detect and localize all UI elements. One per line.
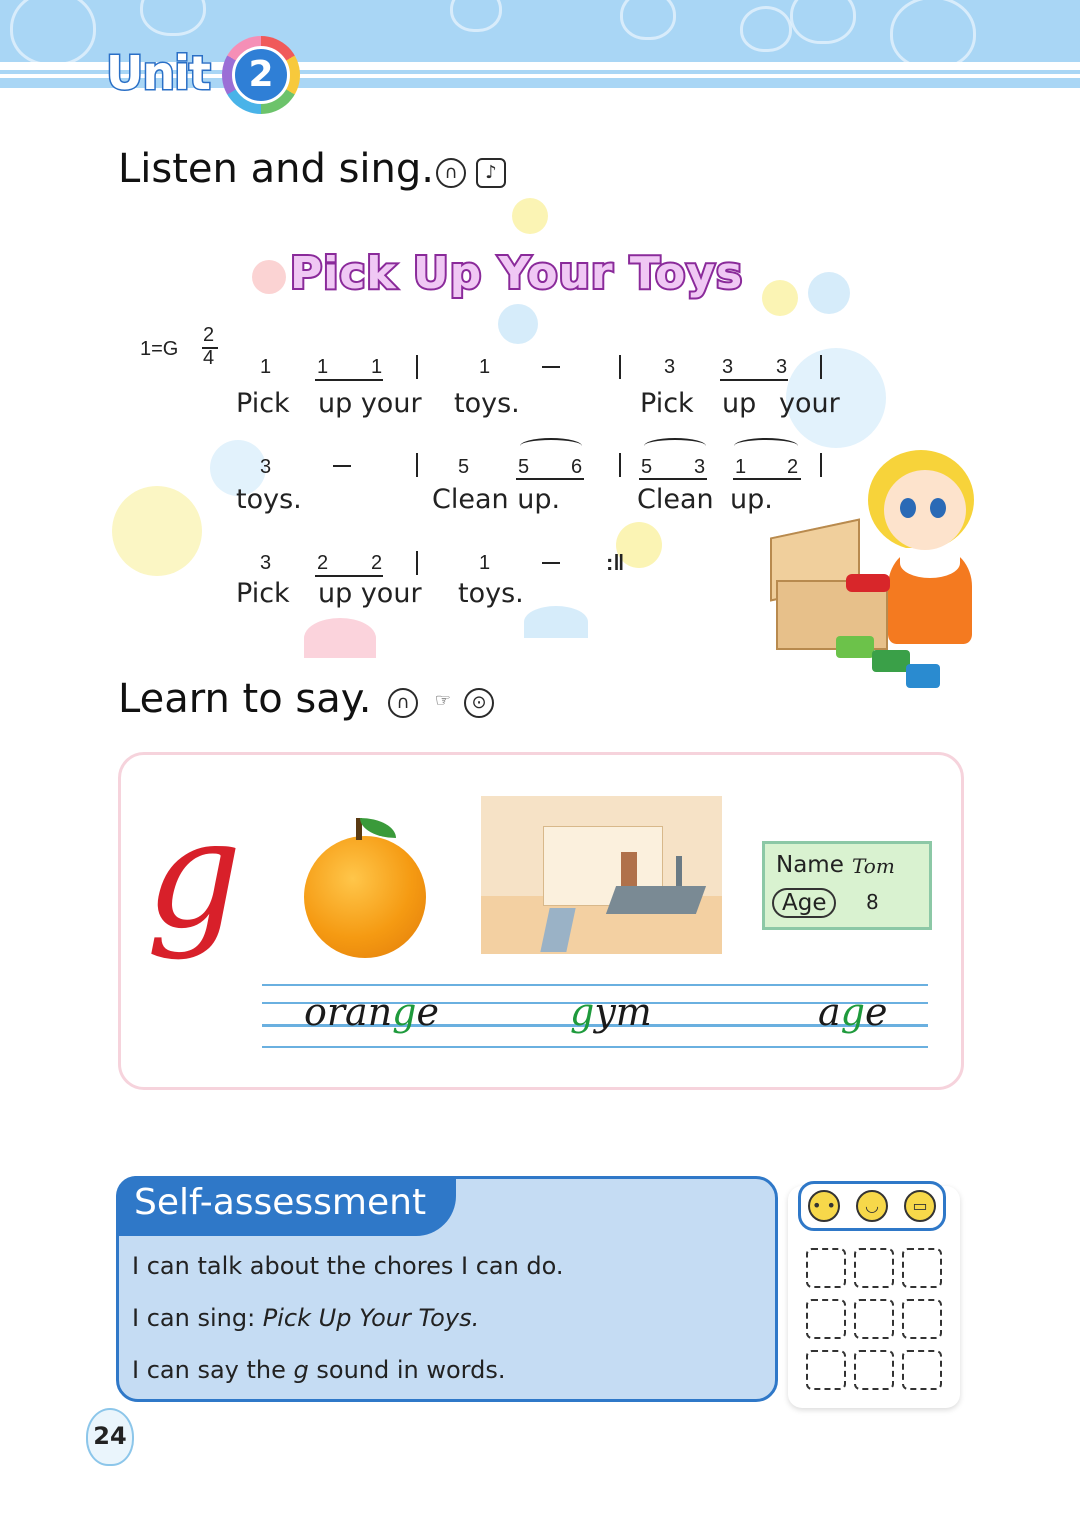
bubble-decoration bbox=[808, 272, 850, 314]
lyric: toys. bbox=[458, 578, 524, 609]
treadmill bbox=[606, 886, 706, 914]
bubble-decoration bbox=[112, 486, 202, 576]
note: 3 bbox=[260, 456, 272, 478]
listen-heading: Listen and sing. bbox=[118, 146, 434, 192]
rating-checkbox[interactable] bbox=[854, 1350, 894, 1390]
unit-number: 2 bbox=[232, 46, 290, 104]
strawberry-pattern bbox=[890, 0, 976, 70]
lyric: Clean up. bbox=[432, 484, 561, 515]
page-number: 24 bbox=[93, 1422, 127, 1450]
lyric: up your bbox=[318, 388, 422, 419]
bar-line bbox=[416, 453, 418, 477]
rating-checkbox[interactable] bbox=[902, 1350, 942, 1390]
lyric: Pick bbox=[640, 388, 694, 419]
hold-dash bbox=[542, 562, 560, 564]
bar-line bbox=[416, 355, 418, 379]
handwriting-guide-line bbox=[262, 984, 928, 986]
note: 1 bbox=[371, 356, 383, 378]
learn-heading: Learn to say. bbox=[118, 676, 372, 722]
note: 5 bbox=[641, 456, 653, 478]
note: 1 bbox=[735, 456, 747, 478]
strawberry-pattern bbox=[10, 0, 96, 66]
bubble-decoration bbox=[512, 198, 548, 234]
note: 5 bbox=[458, 456, 470, 478]
bar-line bbox=[416, 551, 418, 575]
card-age-value: 8 bbox=[866, 890, 879, 914]
note: 1 bbox=[260, 356, 272, 378]
lyric: up your bbox=[318, 578, 422, 609]
note: 3 bbox=[664, 356, 676, 378]
assessment-item: I can talk about the chores I can do. bbox=[132, 1252, 564, 1280]
bubble-decoration bbox=[304, 618, 376, 658]
end-repeat-sign: :‖ bbox=[606, 550, 625, 575]
lyric: toys. bbox=[454, 388, 520, 419]
time-signature-top: 2 bbox=[203, 324, 215, 346]
girl-collar bbox=[900, 548, 960, 578]
beat-underline bbox=[639, 478, 707, 480]
strawberry-pattern bbox=[790, 0, 856, 44]
rating-checkbox[interactable] bbox=[806, 1299, 846, 1339]
girl-eye bbox=[930, 498, 946, 518]
assessment-item: I can sing: Pick Up Your Toys. bbox=[132, 1304, 480, 1332]
lyric: toys. bbox=[236, 484, 302, 515]
smile-face-icon: ◡ bbox=[856, 1190, 888, 1222]
toy-train bbox=[872, 650, 910, 672]
strawberry-pattern bbox=[740, 6, 792, 52]
rating-checkbox[interactable] bbox=[854, 1299, 894, 1339]
note: 3 bbox=[776, 356, 788, 378]
lyric: Pick bbox=[236, 388, 290, 419]
grin-face-icon: ▭ bbox=[904, 1190, 936, 1222]
lyric: your bbox=[779, 388, 840, 419]
lyric: up. bbox=[730, 484, 773, 515]
bar-line bbox=[820, 355, 822, 379]
beat-underline bbox=[516, 478, 584, 480]
toy-car bbox=[846, 574, 890, 592]
rating-checkbox[interactable] bbox=[806, 1350, 846, 1390]
hold-dash bbox=[333, 465, 351, 467]
key-signature: 1=G bbox=[140, 338, 179, 360]
lyric: Clean bbox=[637, 484, 714, 515]
word-gym: gym bbox=[570, 990, 652, 1034]
phonics-letter: g bbox=[146, 788, 243, 962]
note: 2 bbox=[787, 456, 799, 478]
strawberry-pattern bbox=[620, 0, 676, 40]
self-assessment-title: Self-assessment bbox=[134, 1182, 427, 1223]
note: 3 bbox=[694, 456, 706, 478]
bubble-decoration bbox=[524, 606, 588, 638]
handwriting-guide-line bbox=[262, 1046, 928, 1048]
unit-title: Unit bbox=[106, 46, 210, 100]
rating-checkbox[interactable] bbox=[902, 1299, 942, 1339]
song-title: Pick Up Your Toys bbox=[290, 248, 744, 299]
girl-face bbox=[884, 470, 966, 550]
slur bbox=[520, 438, 582, 454]
orange-picture bbox=[304, 836, 426, 958]
bar-line bbox=[820, 453, 822, 477]
neutral-face-icon: • • bbox=[808, 1190, 840, 1222]
music-note-icon: ♪ bbox=[476, 158, 506, 188]
beat-underline bbox=[720, 379, 788, 381]
strawberry-pattern bbox=[140, 0, 206, 36]
word-age: age bbox=[818, 990, 888, 1034]
lyric: up bbox=[722, 388, 757, 419]
lyric: Pick bbox=[236, 578, 290, 609]
note: 1 bbox=[479, 356, 491, 378]
bubble-decoration bbox=[252, 260, 286, 294]
headphones-icon: ∩ bbox=[388, 688, 418, 718]
card-age-label: Age bbox=[772, 888, 836, 918]
toy-train bbox=[906, 664, 940, 688]
card-name-value: Tom bbox=[852, 854, 895, 878]
gym-picture bbox=[481, 796, 722, 954]
hold-dash bbox=[542, 366, 560, 368]
girl-eye bbox=[900, 498, 916, 518]
beat-underline bbox=[315, 379, 383, 381]
slur bbox=[644, 438, 706, 454]
headphones-icon: ∩ bbox=[436, 158, 466, 188]
bubble-decoration bbox=[498, 304, 538, 344]
assessment-item: I can say the g sound in words. bbox=[132, 1356, 506, 1384]
word-orange: orange bbox=[304, 990, 439, 1034]
strawberry-pattern bbox=[450, 0, 502, 32]
note: 1 bbox=[317, 356, 329, 378]
note: 6 bbox=[571, 456, 583, 478]
bar-line bbox=[619, 453, 621, 477]
beat-underline bbox=[315, 575, 383, 577]
pointing-icon: ☞ bbox=[434, 690, 452, 711]
note: 3 bbox=[260, 552, 272, 574]
slur bbox=[734, 438, 798, 454]
note: 5 bbox=[518, 456, 530, 478]
note: 1 bbox=[479, 552, 491, 574]
beat-underline bbox=[733, 478, 801, 480]
note: 2 bbox=[317, 552, 329, 574]
microphone-icon: ⊙ bbox=[464, 688, 494, 718]
card-name-label: Name bbox=[776, 852, 844, 878]
note: 3 bbox=[722, 356, 734, 378]
rating-checkbox[interactable] bbox=[902, 1248, 942, 1288]
toy-train bbox=[836, 636, 874, 658]
bar-line bbox=[619, 355, 621, 379]
bubble-decoration bbox=[762, 280, 798, 316]
rating-checkbox[interactable] bbox=[806, 1248, 846, 1288]
time-signature-bottom: 4 bbox=[203, 347, 215, 369]
rating-checkbox[interactable] bbox=[854, 1248, 894, 1288]
note: 2 bbox=[371, 552, 383, 574]
